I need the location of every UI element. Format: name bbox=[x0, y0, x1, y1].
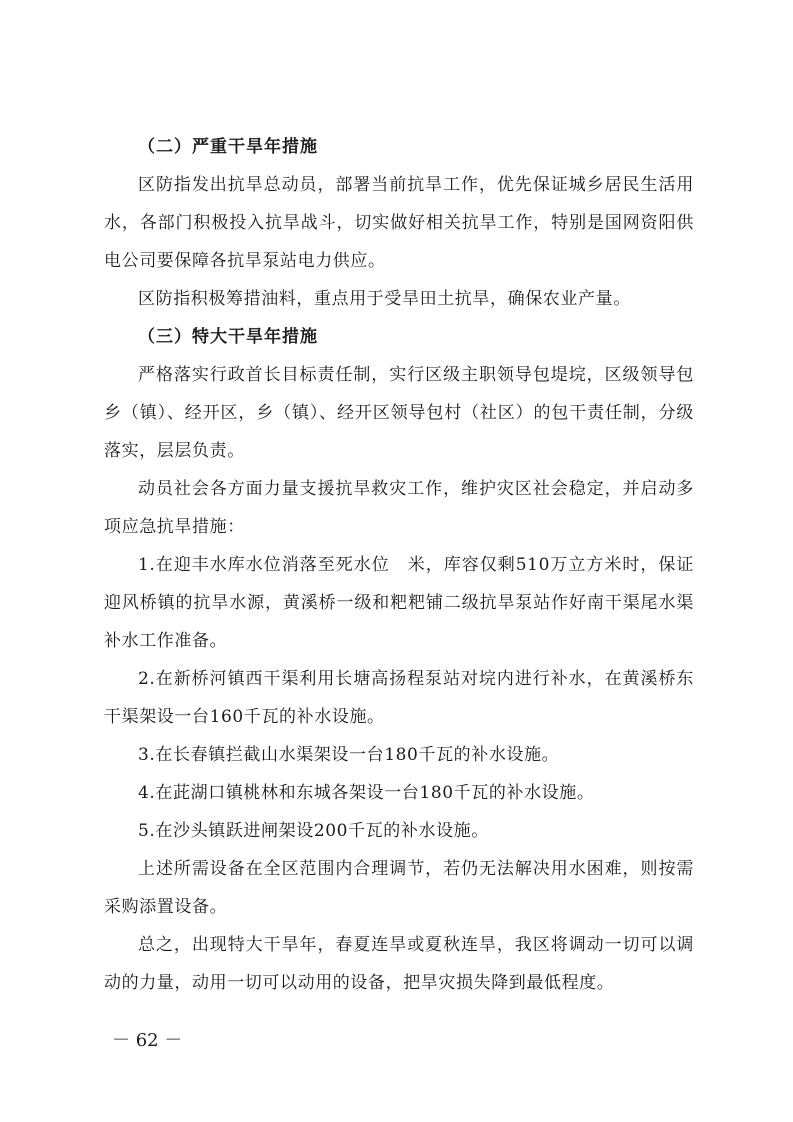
list-item-measure-1: 1.在迎丰水库水位消落至死水位 米，库容仅剩510万立方米时，保证迎风桥镇的抗旱水源，黄溪桥一级和粑粑铺二级抗旱泵站作好南干渠尾水渠补水工作准备。 bbox=[104, 555, 694, 651]
paragraph-conclusion: 总之，出现特大干旱年，春夏连旱或夏秋连旱，我区将调动一切可以调动的力量，动用一切可以动用的设备，把旱灾损失降到最低程度。 bbox=[104, 935, 694, 993]
section-heading-severe-drought: （二）严重干旱年措施 bbox=[138, 137, 318, 157]
paragraph-fuel-supply: 区防指积极筹措油料，重点用于受旱田土抗旱，确保农业产量。 bbox=[138, 289, 631, 309]
list-item-measure-2: 2.在新桥河镇西干渠利用长塘高扬程泵站对垸内进行补水，在黄溪桥东干渠架设一台160千瓦的补水设施。 bbox=[104, 669, 694, 727]
paragraph-equipment: 上述所需设备在全区范围内合理调节，若仍无法解决用水困难，则按需采购添置设备。 bbox=[104, 859, 694, 917]
document-body bbox=[104, 128, 694, 1002]
paragraph-responsibility-system: 严格落实行政首长目标责任制，实行区级主职领导包堤垸，区级领导包乡（镇）、经开区，乡（镇）、经开区领导包村（社区）的包干责任制，分级落实，层层负责。 bbox=[104, 365, 694, 461]
paragraph-mobilization: 区防指发出抗旱总动员，部署当前抗旱工作，优先保证城乡居民生活用水，各部门积极投入抗旱战斗，切实做好相关抗旱工作，特别是国网资阳供电公司要保障各抗旱泵站电力供应。 bbox=[104, 175, 694, 271]
list-item-measure-5: 5.在沙头镇跃进闸架设200千瓦的补水设施。 bbox=[138, 821, 489, 841]
list-item-measure-3: 3.在长春镇拦截山水渠架设一台180千瓦的补水设施。 bbox=[138, 745, 560, 765]
list-item-measure-4: 4.在茈湖口镇桃林和东城各架设一台180千瓦的补水设施。 bbox=[138, 783, 595, 803]
page-number: － 62 － bbox=[112, 1030, 183, 1051]
section-heading-extreme-drought: （三）特大干旱年措施 bbox=[138, 327, 318, 347]
paragraph-emergency-measures: 动员社会各方面力量支援抗旱救灾工作，维护灾区社会稳定，并启动多项应急抗旱措施： bbox=[104, 479, 694, 537]
